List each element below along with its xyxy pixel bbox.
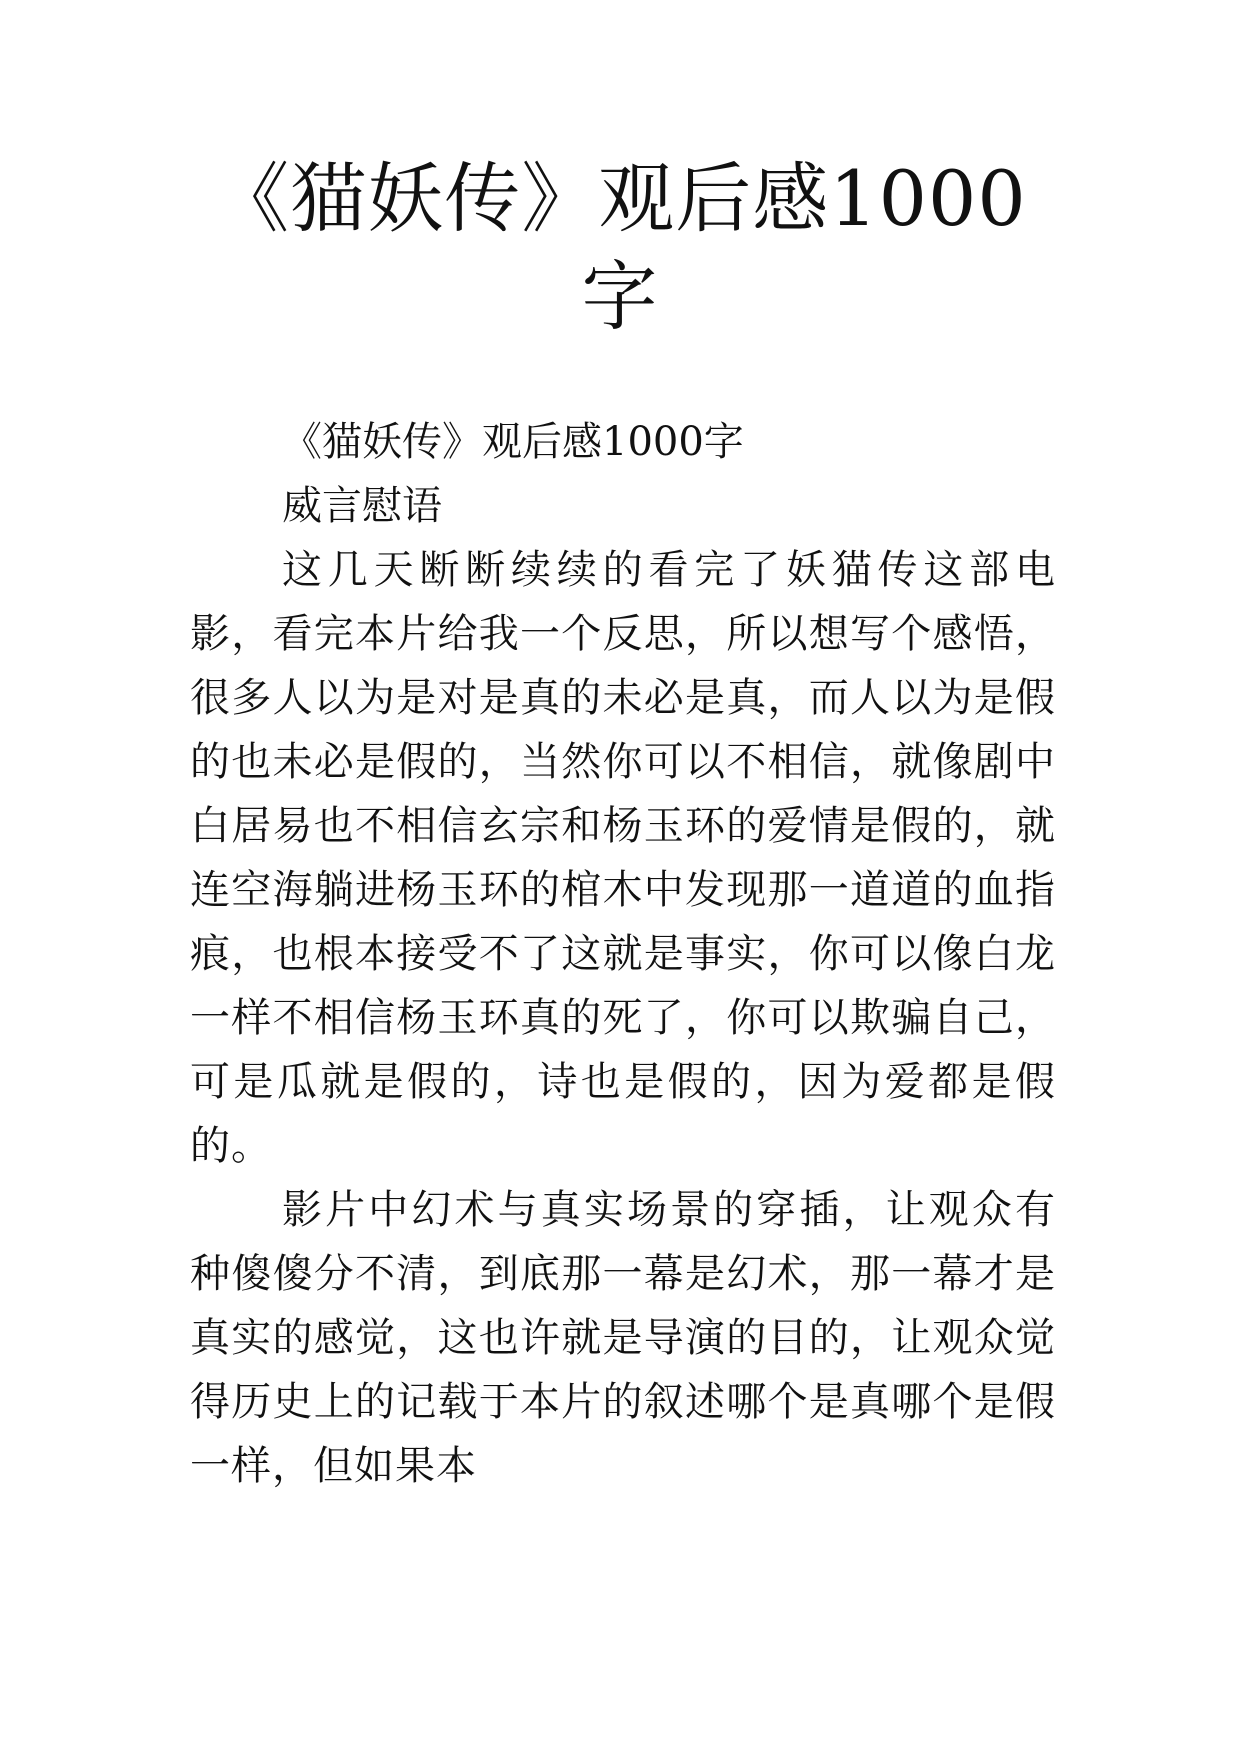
document-subtitle: 《猫妖传》观后感1000字 <box>282 419 744 465</box>
document-title: 《猫妖传》观后感1000字 <box>213 154 1027 341</box>
document-body <box>190 410 1056 1498</box>
paragraph-1: 这几天断断续续的看完了妖猫传这部电影，看完本片给我一个反思，所以想写个感悟，很多人以为是对是真的未必是真，而人以为是假的也未必是假的，当然你可以不相信，就像剧中白居易也不相信玄宗和杨玉环的爱情是假的，就连空海躺进杨玉环的棺木中发现那一道道的血指痕，也根本接受不了这就是事实，你可以像白龙一样不相信杨玉环真的死了，你可以欺骗自己，可是瓜就是假的，诗也是假的，因为爱都是假的。 <box>190 547 1056 1169</box>
paragraph-2: 影片中幻术与真实场景的穿插，让观众有种傻傻分不清，到底那一幕是幻术，那一幕才是真实的感觉，这也许就是导演的目的，让观众觉得历史上的记载于本片的叙述哪个是真哪个是假一样，但如果本 <box>190 1187 1056 1489</box>
document-author: 威言慰语 <box>282 483 442 529</box>
